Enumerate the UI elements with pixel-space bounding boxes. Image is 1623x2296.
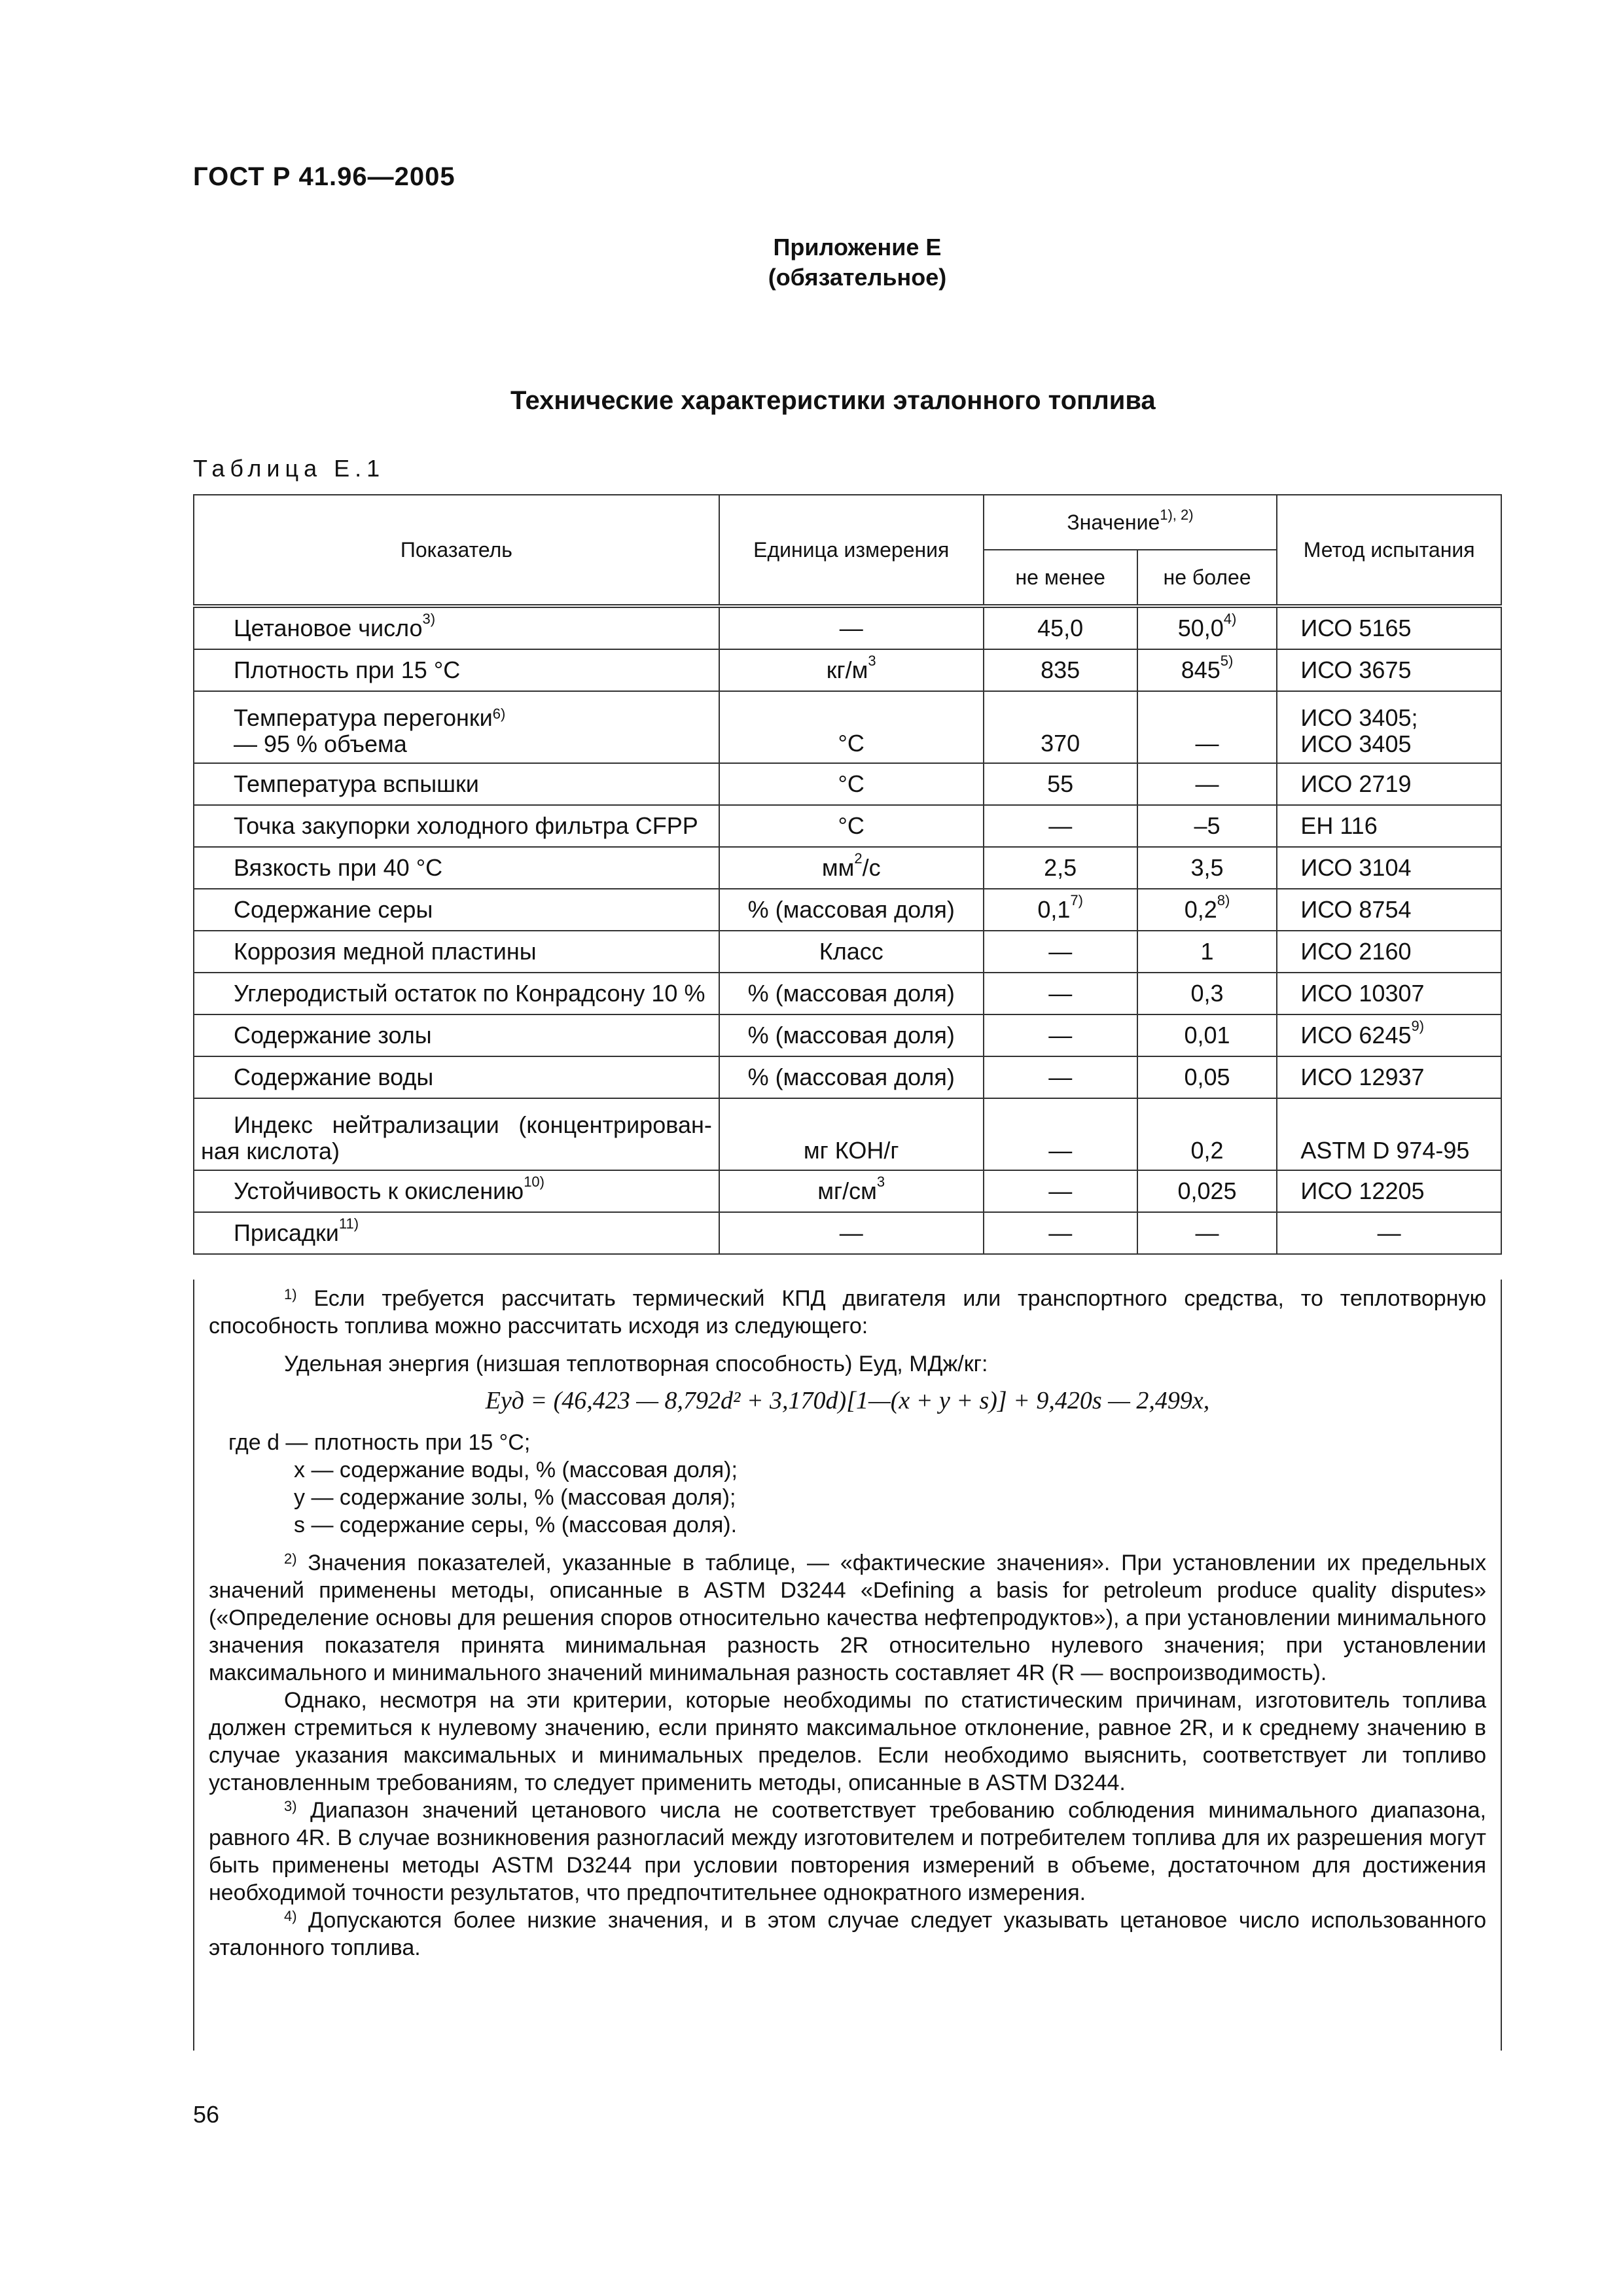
row-unit: % (массовая доля) — [719, 1056, 984, 1098]
document-code: ГОСТ Р 41.96—2005 — [193, 162, 455, 191]
row-min: — — [984, 973, 1137, 1014]
note-1-mark: 1) — [284, 1286, 297, 1302]
row-max: 0,025 — [1137, 1170, 1277, 1212]
row-unit-sup: 3 — [868, 653, 876, 669]
note-3 — [209, 1797, 1486, 1907]
row-max: –5 — [1137, 805, 1277, 847]
table-row — [194, 931, 1501, 973]
note-4-mark: 4) — [284, 1908, 297, 1924]
appendix-title: Приложение Е — [773, 234, 942, 260]
row-min: 0,1 — [1037, 896, 1071, 923]
page-number: 56 — [193, 2101, 220, 2128]
row-max: 845 — [1181, 656, 1221, 683]
row-name: Индекс нейтрализации (концентрирован- — [234, 1111, 712, 1138]
header-min: не менее — [984, 550, 1137, 606]
row-max: 0,2 — [1137, 1098, 1277, 1170]
row-max: 0,05 — [1137, 1056, 1277, 1098]
note-1 — [209, 1285, 1486, 1340]
row-method: ИСО 5165 — [1277, 606, 1501, 649]
row-max: 1 — [1137, 931, 1277, 973]
row-name-sup: 11) — [338, 1215, 359, 1232]
table-row — [194, 805, 1501, 847]
row-unit: °С — [719, 805, 984, 847]
row-min: — — [984, 1098, 1137, 1170]
row-name-sup: 6) — [492, 706, 506, 722]
row-unit-tail: /с — [862, 854, 881, 881]
row-name: Коррозия медной пластины — [194, 931, 719, 973]
row-name: Плотность при 15 °С — [194, 649, 719, 691]
legend-s: s — содержание серы, % (массовая доля). — [294, 1513, 738, 1537]
row-max: 3,5 — [1137, 847, 1277, 889]
row-max-sup: 5) — [1220, 653, 1234, 669]
row-name: Устойчивость к окислению — [234, 1177, 524, 1204]
note-2 — [209, 1549, 1486, 1687]
row-method: ИСО 6245 — [1300, 1022, 1412, 1049]
row-max: — — [1137, 691, 1277, 763]
row-name: Углеродистый остаток по Конрадсону 10 % — [194, 973, 719, 1014]
row-unit: °С — [719, 763, 984, 805]
row-max-sup: 4) — [1223, 611, 1237, 627]
header-unit: Единица измерения — [719, 495, 984, 606]
row-min: — — [984, 1212, 1137, 1254]
row-method: ИСО 8754 — [1277, 889, 1501, 931]
table-row — [194, 1014, 1501, 1056]
row-unit: % (массовая доля) — [719, 1014, 984, 1056]
row-min: 835 — [984, 649, 1137, 691]
row-min: — — [984, 1170, 1137, 1212]
row-name: Содержание воды — [194, 1056, 719, 1098]
row-min: 45,0 — [984, 606, 1137, 649]
table-row — [194, 1056, 1501, 1098]
row-min-sup: 7) — [1070, 892, 1083, 908]
row-max: 50,0 — [1177, 615, 1224, 641]
note-3-mark: 3) — [284, 1798, 297, 1814]
table-row — [194, 606, 1501, 649]
row-unit-sup: 3 — [876, 1174, 885, 1190]
row-method: EH 116 — [1277, 805, 1501, 847]
row-min: — — [984, 1014, 1137, 1056]
page-title: Технические характеристики эталонного топлива — [510, 386, 1156, 415]
row-unit: кг/м — [826, 656, 868, 683]
legend-d: где d — плотность при 15 °С; — [228, 1430, 531, 1455]
header-max: не более — [1137, 550, 1277, 606]
note-2-continued: Однако, несмотря на эти критерии, которые необходимы по статистическим причинам, изготовитель топлива должен стремиться к нулевому значению, если принято максимальное отклонение, равное 2R, и к среднему значению в случае указания максимальных и минимальных пределов. Если необходимо выяснить, соответствует ли топливо установленным требованиям, то следует применить методы, описанные в ASTM D3244. — [209, 1688, 1486, 1795]
row-max: 0,01 — [1137, 1014, 1277, 1056]
row-name: Содержание серы — [194, 889, 719, 931]
row-method: ИСО 3675 — [1277, 649, 1501, 691]
row-name: Температура перегонки — [234, 704, 493, 731]
row-name: Содержание золы — [194, 1014, 719, 1056]
header-value — [984, 495, 1277, 550]
appendix-status: (обязательное) — [768, 264, 947, 291]
row-name: Вязкость при 40 °С — [194, 847, 719, 889]
row-max: — — [1137, 763, 1277, 805]
table-label: Таблица Е.1 — [193, 455, 385, 482]
row-unit: мг/см — [817, 1177, 877, 1204]
note-4 — [209, 1907, 1486, 1962]
row-unit: % (массовая доля) — [719, 973, 984, 1014]
row-unit: мг КОН/г — [719, 1098, 984, 1170]
row-method: ASTM D 974-95 — [1277, 1098, 1501, 1170]
note-2-text: Значения показателей, указанные в таблице, — «фактические значения». При установлении их предельных значений применены методы, описанные в ASTM D3244 «Defining a basis for petroleum produce quality disputes» («Определение основы для решения споров относительно качества нефтепродуктов»), а при установлении минимального значения показателя принята минимальная разность 2R относительно нулевого значения; при установлении максимального и минимального значений минимальная разность составляет 4R (R — воспроизводимость). — [209, 1551, 1486, 1685]
row-method: — — [1277, 1212, 1501, 1254]
row-unit: Класс — [719, 931, 984, 973]
row-max: 0,2 — [1184, 896, 1217, 923]
row-method: ИСО 12205 — [1277, 1170, 1501, 1212]
row-name: Температура вспышки — [194, 763, 719, 805]
formula-legend — [209, 1429, 1486, 1539]
header-method: Метод испытания — [1277, 495, 1501, 606]
appendix-heading — [759, 232, 955, 293]
row-name-sup: 3) — [422, 611, 436, 627]
note-1-text: Если требуется рассчитать термический КПД двигателя или транспортного средства, то теплотворную способность топлива можно рассчитать исходя из следующего: — [209, 1286, 1486, 1338]
note-1-energy: Удельная энергия (низшая теплотворная способность) Eуд, МДж/кг: — [284, 1352, 988, 1376]
row-method-line2: ИСО 3405 — [1300, 730, 1412, 757]
header-value-label: Значение — [1067, 510, 1160, 534]
table-row — [194, 649, 1501, 691]
row-max: — — [1137, 1212, 1277, 1254]
energy-formula: Eуд = (46,423 — 8,792d² + 3,170d)[1—(x + y + s)] + 9,420s — 2,499x, — [485, 1387, 1210, 1414]
row-min: 55 — [984, 763, 1137, 805]
row-min: 2,5 — [984, 847, 1137, 889]
row-min: 370 — [984, 691, 1137, 763]
table-row — [194, 1170, 1501, 1212]
row-unit: мм — [821, 854, 855, 881]
legend-x: x — содержание воды, % (массовая доля); — [294, 1458, 738, 1482]
table-row — [194, 889, 1501, 931]
row-method: ИСО 2719 — [1277, 763, 1501, 805]
table-row — [194, 763, 1501, 805]
row-unit: — — [719, 606, 984, 649]
note-3-text: Диапазон значений цетанового числа не соответствует требованию соблюдения минимального диапазона, равного 4R. В случае возникновения разногласий между изготовителем и потребителем топлива для их разрешения могут быть применены методы ASTM D3244 при условии повторения измерений в объеме, достаточном для достижения необходимой точности результатов, что предпочтительнее однократного измерения. — [209, 1798, 1486, 1905]
row-name: Цетановое число — [234, 615, 423, 641]
row-unit: — — [719, 1212, 984, 1254]
row-unit-sup: 2 — [854, 850, 863, 867]
row-name: Точка закупорки холодного фильтра CFPP — [194, 805, 719, 847]
row-name: Присадки — [234, 1219, 339, 1246]
header-indicator: Показатель — [194, 495, 719, 606]
row-unit: °С — [719, 691, 984, 763]
row-max: 0,3 — [1137, 973, 1277, 1014]
row-min: — — [984, 1056, 1137, 1098]
row-max-sup: 8) — [1217, 892, 1230, 908]
row-name-line2: ная кислота) — [201, 1138, 340, 1164]
table-row — [194, 1212, 1501, 1254]
row-method-sup: 9) — [1411, 1018, 1425, 1034]
row-name-line2: — 95 % объема — [234, 730, 407, 757]
note-4-text: Допускаются более низкие значения, и в этом случае следует указывать цетановое число использованного эталонного топлива. — [209, 1908, 1487, 1960]
row-method: ИСО 12937 — [1277, 1056, 1501, 1098]
row-name-sup: 10) — [524, 1174, 544, 1190]
row-min: — — [984, 805, 1137, 847]
header-value-sup: 1), 2) — [1160, 506, 1194, 523]
note-2-mark: 2) — [284, 1551, 297, 1567]
row-method: ИСО 2160 — [1277, 931, 1501, 973]
legend-y: y — содержание золы, % (массовая доля); — [294, 1485, 736, 1510]
table-row — [194, 1098, 1501, 1170]
row-method: ИСО 10307 — [1277, 973, 1501, 1014]
spec-table — [193, 494, 1502, 1255]
row-unit: % (массовая доля) — [719, 889, 984, 931]
row-method: ИСО 3104 — [1277, 847, 1501, 889]
row-method: ИСО 3405; — [1300, 704, 1418, 731]
table-row — [194, 691, 1501, 763]
table-row — [194, 973, 1501, 1014]
table-row — [194, 847, 1501, 889]
row-min: — — [984, 931, 1137, 973]
table-notes — [193, 1280, 1502, 2051]
